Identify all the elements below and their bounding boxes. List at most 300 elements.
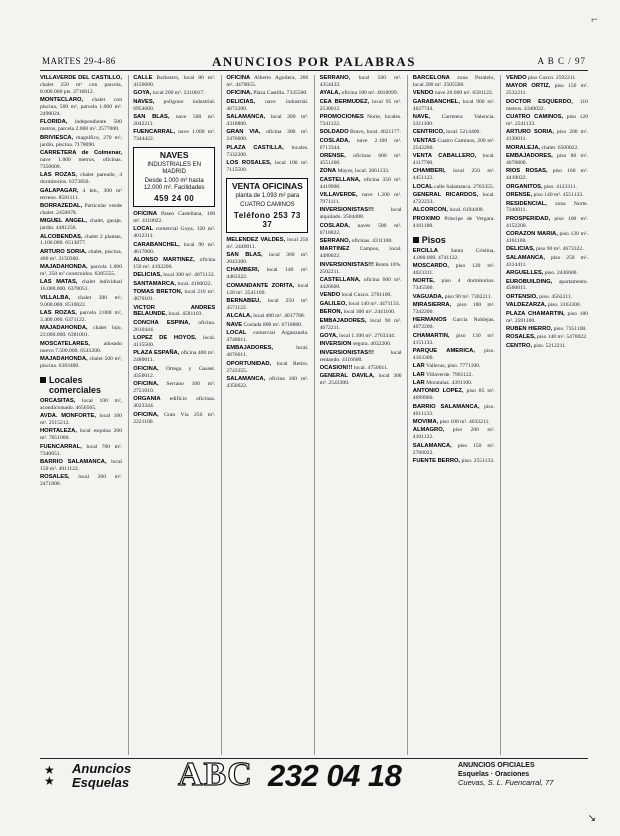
- classified-ad: [413, 184, 495, 191]
- ad-text: piso 150 m². 2532211.: [506, 83, 588, 97]
- classified-ad: [40, 444, 122, 458]
- ad-text: local 260 m². 2471800.: [40, 474, 122, 488]
- ad-text: local 300 m². 2543300.: [319, 373, 402, 387]
- ad-text: piso 90 m². 4673322.: [536, 246, 584, 253]
- classified-ad: [320, 365, 402, 372]
- ad-text: edificio oficinas. 4023344.: [133, 396, 216, 410]
- ad-text: adosado nuevo 7.500.000. 6541200.: [40, 340, 122, 354]
- footer-address: Cuevas, S. L. Fuencarral, 77: [458, 778, 554, 787]
- ad-text: local 140 m². 4471133.: [348, 300, 401, 307]
- ad-heading: SANTAMARCA,: [133, 280, 176, 287]
- ad-heading: MAJADAHONDA,: [40, 264, 88, 271]
- classified-ad: [320, 318, 402, 332]
- ad-text: piso 250 m². 4314411.: [506, 254, 588, 268]
- ad-text: local 120 m². 2541100.: [226, 282, 309, 296]
- classified-ad: [40, 310, 122, 324]
- ad-heading: SALAMANCA,: [506, 254, 545, 261]
- ad-heading: BERON,: [319, 309, 343, 316]
- ad-text: oficinas 600 m². 4551200.: [319, 153, 402, 166]
- ad-text: piso 180 m². 7342200.: [412, 301, 495, 315]
- classified-ad: [320, 75, 402, 89]
- ad-text: piso 100 m². 4152200.: [506, 215, 588, 229]
- classified-ad: [320, 350, 402, 364]
- classified-ad: [133, 381, 215, 395]
- ad-text: local. 4676611.: [226, 345, 309, 359]
- ad-text: local 210 m². 4670101.: [133, 289, 216, 303]
- classified-ad: [413, 404, 495, 418]
- ad-heading: LAS MATAS,: [40, 279, 78, 286]
- ad-text: Vallecas, piso. 7771100.: [426, 363, 481, 370]
- ad-text: comercial Arganzuela. 4740011.: [226, 330, 309, 344]
- ad-heading: PROMOCIONES: [319, 114, 364, 121]
- classified-ad: [320, 238, 402, 245]
- ad-text: 110 metros. 4340022.: [506, 98, 588, 112]
- ad-text: Gran Vía 250 m². 2221100.: [133, 411, 216, 425]
- ad-text: local. 4135500.: [133, 335, 216, 349]
- ad-text: chalet con piscina, 500 m², parcela 1.000 m². 2490024.: [40, 97, 122, 118]
- ad-text: chalet lujo, 23.000.000. 6381001.: [40, 325, 122, 339]
- ad-heading: AVDA. MONFORTE,: [40, 413, 96, 420]
- classified-ad: [320, 277, 402, 291]
- ad-text: segura. 4032200.: [352, 341, 392, 348]
- ad-text: chalet 250 m² con parcela, 8.000.000 pts. 2716812.: [40, 81, 122, 95]
- ad-heading: GALAPAGAR,: [40, 187, 79, 194]
- page-date: MARTES 29-4-86: [42, 56, 116, 66]
- ad-heading: GENERAL DAVILA,: [319, 373, 375, 380]
- ad-heading: MARTINEZ: [319, 246, 350, 253]
- page-title: ANUNCIOS POR PALABRAS: [212, 54, 416, 69]
- ad-text: piso 200 m². 4101122.: [412, 427, 495, 441]
- ad-text: local 300 m². 2441100.: [343, 309, 396, 316]
- ad-heading: BORRAZEDAL,: [40, 202, 83, 209]
- box-line: planta de 1.093 m² para: [235, 192, 300, 199]
- ad-heading: INVERSIONISTAS!!!: [319, 207, 374, 214]
- ad-text: chalet, garaje, jardín. 4481256.: [40, 218, 122, 232]
- ad-heading: LAR: [412, 371, 425, 378]
- ad-heading: SERRANO,: [319, 238, 351, 245]
- footer-esquelas: Esquelas: [72, 775, 130, 790]
- ad-text: piso. 7351100.: [553, 326, 587, 332]
- ad-heading: NAVE: [226, 321, 243, 328]
- ad-heading: ARGUELLES,: [506, 270, 544, 277]
- ad-heading: RESIDENCIAL,: [506, 200, 547, 207]
- classified-ad: [506, 343, 588, 350]
- classified-ad: [226, 330, 308, 344]
- boxed-advertisement: [226, 178, 308, 233]
- ad-heading: GRAN VIA,: [226, 129, 261, 136]
- ad-text: Ortega y Gasset. 4350012.: [133, 365, 216, 379]
- ad-heading: GOYA,: [319, 332, 338, 339]
- classified-columns: [40, 75, 588, 755]
- ad-heading: NAVES,: [133, 98, 155, 105]
- section-title: Pisos: [421, 234, 446, 245]
- ad-text: local 100 m². 7115500.: [226, 159, 309, 173]
- ad-text: Plaza Castilla. 7335500.: [253, 90, 308, 97]
- classified-ad: [40, 150, 122, 171]
- classified-ad: [506, 83, 588, 97]
- ad-heading: SALAMANCA,: [226, 376, 266, 383]
- classified-ad: [226, 160, 308, 174]
- classified-ad: [413, 192, 495, 206]
- classified-ad: [413, 333, 495, 347]
- ad-heading: VENDO: [506, 75, 527, 81]
- ad-text: piso 120 m². 2541133.: [506, 114, 588, 127]
- classified-ad: [40, 218, 122, 232]
- star-icon: ★ ★: [44, 763, 55, 788]
- ad-heading: VENDO: [412, 90, 434, 97]
- ad-heading: EUROBUILDING,: [506, 278, 553, 285]
- ad-heading: CENTRO,: [506, 342, 533, 349]
- classified-ad: [320, 262, 402, 276]
- classified-ad: [320, 373, 402, 387]
- ad-text: piso 85 m². 4699900.: [412, 388, 495, 402]
- classified-ad: [40, 325, 122, 339]
- classified-ad: [40, 75, 122, 96]
- classified-ad: [226, 313, 308, 320]
- ad-heading: MAJADAHONDA,: [40, 325, 88, 332]
- ad-text: Carretera Valencia. 3311100.: [412, 114, 495, 127]
- ad-heading: BERNABEU,: [226, 298, 261, 305]
- ad-text: oficina. 2610444.: [133, 319, 216, 333]
- ad-heading: ALMAGRO,: [412, 427, 445, 434]
- ad-text: Serrano 100 m². 2751010.: [133, 381, 216, 394]
- ad-text: piso. 2551133.: [461, 458, 495, 465]
- classified-ad: [506, 231, 588, 245]
- ad-heading: MOSCARDO,: [412, 262, 449, 269]
- ad-text: local 100 m². 2515212.: [40, 413, 122, 427]
- ad-heading: OFICINA: [226, 75, 251, 81]
- ad-heading: COSLADA,: [319, 137, 350, 144]
- ad-heading: DOCTOR ESQUERDO,: [506, 98, 573, 105]
- ad-heading: LOPEZ DE HOYOS,: [133, 335, 197, 342]
- ad-heading: VILLALBA,: [40, 294, 71, 301]
- ad-text: nave 500 m². 2042211.: [133, 114, 216, 127]
- ad-heading: MOVIMA,: [412, 419, 439, 426]
- ad-heading: ORENSE,: [319, 153, 346, 160]
- classified-ad: [133, 366, 215, 380]
- classified-ad: [320, 138, 402, 152]
- ad-text: piso. 5212211.: [533, 342, 567, 349]
- classified-ad: [413, 99, 495, 113]
- classified-ad: [320, 114, 402, 128]
- classified-ad: [320, 192, 402, 206]
- ad-text: parcela 1.000 m², 250 m² construidos. 6385555.: [40, 264, 122, 278]
- classified-ad: [413, 427, 495, 441]
- classified-ad: [413, 443, 495, 457]
- ad-heading: OCASION!!!: [319, 365, 353, 372]
- ad-heading: CONCHA ESPINA,: [133, 319, 191, 326]
- ad-text: Renta 10%. 2502211.: [319, 261, 402, 275]
- ad-heading: ORGANIA: [133, 396, 161, 403]
- ad-heading: GALILEO,: [319, 300, 347, 307]
- ad-heading: CHAMARTIN,: [412, 332, 450, 339]
- section-heading: [413, 235, 495, 245]
- ad-text: piso. 4163300.: [412, 347, 495, 361]
- classified-ad: [506, 246, 588, 253]
- ad-heading: CEA BERMUDEZ,: [319, 98, 370, 105]
- ad-heading: BRIVIESCA,: [40, 134, 74, 141]
- ad-heading: LOCAL: [412, 183, 433, 190]
- classified-ad: [413, 168, 495, 182]
- ad-heading: FUENTE BERRO,: [412, 458, 461, 465]
- ad-text: local. 4581103.: [168, 311, 203, 318]
- ad-text: piso 180 m². 2591100.: [506, 310, 588, 324]
- corner-mark-icon: ↘: [587, 813, 596, 824]
- ad-text: oficina 100 m². 4356622.: [226, 376, 309, 389]
- box-line: Desde 1.000 m² hasta 12.000 m². Facilidades: [143, 178, 205, 192]
- ad-heading: DELICIAS,: [133, 272, 162, 279]
- ad-text: local 200 m². 2310017.: [152, 90, 205, 97]
- ad-text: zona Norte. 7340011.: [506, 200, 588, 214]
- ad-heading: CASTELLANA,: [319, 176, 361, 183]
- classified-ad: [40, 413, 122, 427]
- ad-text: oficina 350 m². 4419900.: [319, 176, 402, 190]
- ad-text: Paseo Castellana, 160 m². 4110022.: [133, 211, 216, 225]
- ad-text: local 250 m². 2440011.: [226, 236, 309, 250]
- classified-ad: [40, 356, 122, 370]
- classified-ad: [413, 248, 495, 262]
- ad-heading: CORAZON MARIA,: [506, 231, 558, 238]
- ad-heading: LAR: [412, 363, 425, 370]
- ad-heading: PLAZA ESPAÑA,: [133, 350, 180, 357]
- ad-heading: LOCAL: [226, 330, 247, 337]
- ad-heading: OFICINA: [133, 211, 158, 218]
- ad-text: local 100 m², acondicionado. 4656565.: [40, 397, 122, 411]
- classified-ad: [133, 99, 215, 113]
- ad-heading: NORTE,: [412, 278, 435, 285]
- ad-text: polígono industrial. 6954600.: [133, 98, 216, 112]
- ad-heading: PLAZA CHAMARTIN,: [506, 310, 565, 317]
- ad-text: local 500 m². 4354433.: [319, 75, 402, 88]
- ad-heading: CALLE: [133, 75, 153, 81]
- page-number: A B C / 97: [537, 56, 586, 66]
- classified-ad: [506, 129, 588, 143]
- footer-right-text: [458, 762, 553, 788]
- ad-text: local 250 m². 4571122.: [226, 298, 309, 311]
- ad-text: locales. 7332200.: [226, 144, 309, 158]
- ad-text: Bravo, local. 4621177.: [350, 129, 401, 136]
- column-6: [506, 75, 588, 755]
- ad-text: chalet pareado, 4 dormitorios. 6373850.: [40, 172, 122, 186]
- ad-heading: FLORIDA,: [40, 119, 68, 126]
- ad-text: piso. 2436600.: [544, 270, 578, 277]
- ad-text: Barbastro, local 80 m². 4156690.: [133, 75, 216, 88]
- ad-heading: PLAZA CASTILLA,: [226, 144, 284, 151]
- ad-text: oficina 180 m². 4010099.: [341, 90, 399, 97]
- ad-text: local 90 m². 4617000.: [133, 241, 216, 255]
- classified-ad: [506, 192, 588, 199]
- ad-text: oficinas. 4311100.: [351, 238, 393, 245]
- ad-heading: VAGUADA,: [412, 293, 444, 300]
- ad-heading: OFICINA,: [226, 90, 252, 97]
- ad-text: piso 130 m². 4151133.: [412, 332, 495, 346]
- ad-heading: SALAMANCA,: [226, 114, 266, 121]
- classified-ad: [320, 99, 402, 113]
- classified-ad: [413, 153, 495, 167]
- ad-heading: CHAMBERI,: [226, 267, 260, 274]
- ad-text: magnífico, 270 m², jardín, piscina. 7178090.: [40, 134, 122, 148]
- column-divider: [500, 75, 501, 755]
- classified-ad: [506, 302, 588, 309]
- ad-text: piso. 4011133.: [412, 403, 495, 417]
- ad-heading: EMBAJADORES,: [506, 153, 553, 160]
- classified-ad: [413, 138, 495, 152]
- classified-ad: [413, 294, 495, 301]
- ad-text: local. 6194400.: [449, 207, 484, 214]
- classified-ad: [40, 203, 122, 217]
- classified-ad: [226, 75, 308, 89]
- ad-heading: ANTONIO LOPEZ,: [412, 388, 464, 395]
- ad-text: 4 km., 300 m² terreno. 8581111.: [40, 187, 122, 201]
- ad-text: Campos, local. 4480022.: [319, 246, 402, 260]
- classified-ad: [413, 207, 495, 214]
- ad-text: local 1.100 m². 2763344.: [339, 332, 396, 339]
- classified-ad: [506, 201, 588, 215]
- classified-ad: [226, 361, 308, 375]
- ad-heading: COSLADA,: [319, 222, 350, 229]
- ad-heading: ORCASITAS,: [40, 397, 76, 404]
- classified-ad: [320, 341, 402, 348]
- ad-heading: ZONA: [319, 168, 337, 175]
- classified-ad: [133, 305, 215, 319]
- ad-text: local 300 m². 4671133.: [163, 272, 215, 279]
- ad-heading: ARTURO SORIA,: [40, 248, 87, 255]
- box-line: 459 24 00: [154, 194, 195, 204]
- footer-anuncios: Anuncios: [72, 761, 132, 776]
- ad-heading: GARABANCHEL,: [412, 98, 460, 105]
- classified-ad: [506, 294, 588, 301]
- ad-text: Garcia Noblejas. 4072200.: [412, 317, 495, 331]
- ad-text: piso. 4562211.: [539, 293, 573, 300]
- classified-ad: [133, 396, 215, 410]
- footer-phone: 232 04 18: [268, 758, 402, 793]
- ad-text: piso 200 m². 4130011.: [506, 129, 588, 143]
- ad-text: local 700 m². 7340051.: [40, 443, 122, 457]
- ad-text: nave 1.000 metros, oficinas. 7350000.: [40, 156, 122, 170]
- column-4: [320, 75, 402, 755]
- ad-text: nave 1.200 m². 7971111.: [319, 192, 402, 205]
- classified-ad: [506, 114, 588, 128]
- square-bullet-icon: [40, 377, 46, 383]
- ad-heading: SOLDADO: [319, 129, 349, 136]
- ad-text: local 900 m². 4627744.: [412, 98, 495, 112]
- footer-banner: [40, 758, 588, 795]
- ad-text: local 200 m². 4318800.: [226, 114, 309, 127]
- column-1: [40, 75, 122, 755]
- classified-ad: [413, 263, 495, 277]
- ad-text: Alberto Aguilera, 280 m². 4470055.: [226, 75, 309, 88]
- ad-text: local. 4117700.: [412, 153, 495, 166]
- ad-heading: MORALEJA,: [506, 144, 541, 151]
- ad-heading: FUENCARRAL,: [40, 443, 82, 450]
- ad-text: Villaverde. 7961122.: [426, 371, 473, 378]
- ad-heading: COMANDANTE ZORITA,: [226, 282, 295, 289]
- classified-ad: [226, 283, 308, 297]
- ad-heading: VENTA CABALLERO,: [412, 153, 477, 160]
- ad-text: Particular vende chalet. 2450078.: [40, 202, 122, 216]
- column-divider: [221, 75, 222, 755]
- ad-text: piso 160 m². 4410022.: [506, 168, 588, 182]
- classified-ad: [133, 211, 215, 225]
- classified-ad: [506, 184, 588, 191]
- ad-text: Moratalaz. 4391100.: [426, 380, 473, 387]
- ad-heading: RUBEN HIERRO,: [506, 326, 553, 332]
- ad-heading: INVERSIONISTAS!!!: [319, 261, 374, 268]
- classified-ad: [40, 398, 122, 412]
- column-3: [226, 75, 308, 755]
- ad-heading: BARRIO SALAMANCA,: [40, 459, 107, 466]
- ad-heading: ROSALES,: [506, 334, 536, 341]
- classified-ad: [40, 459, 122, 473]
- ad-heading: OFICINA,: [133, 381, 159, 388]
- classified-ad: [40, 341, 122, 355]
- ad-heading: DELICIAS,: [226, 98, 256, 105]
- classified-ad: [40, 188, 122, 202]
- ad-text: oficina 600 m². 4426600.: [319, 277, 402, 290]
- ad-heading: INVERSIONISTAS!!!: [319, 349, 374, 356]
- ad-text: nave 1.000 m². 7344422.: [133, 129, 216, 143]
- column-divider: [128, 75, 129, 755]
- corner-mark-icon: ⌐: [591, 12, 598, 26]
- ad-heading: INVERSION: [319, 341, 352, 348]
- ad-heading: AYALA,: [319, 90, 341, 97]
- ad-text: Cuatro Caminos, 200 m². 2542200.: [412, 137, 495, 151]
- ad-heading: CARRETERA de Colmenar,: [40, 150, 122, 157]
- ad-text: piso 120 m². 4023311.: [412, 262, 495, 276]
- ad-text: local alquilado. 2504488.: [319, 207, 402, 221]
- classified-ad: [40, 119, 122, 133]
- ad-heading: HERMANOS: [412, 317, 447, 324]
- classified-ad: [226, 376, 308, 390]
- classified-ad: [506, 75, 588, 82]
- ad-heading: VILLAVERDE,: [319, 192, 358, 199]
- ad-heading: ALCOBENDAS,: [40, 233, 83, 240]
- ad-heading: MONTECLARO,: [40, 97, 84, 104]
- ad-heading: VILLAVERDE DEL CASTILLO,: [40, 75, 122, 81]
- ad-text: piso 140 m². 4551133.: [533, 192, 584, 199]
- ad-text: chalet 300 m², 9.000.000. 8510022.: [40, 294, 122, 308]
- classified-ad: [133, 75, 215, 89]
- section-heading: [40, 375, 122, 395]
- classified-ad: [133, 114, 215, 128]
- classified-ad: [40, 249, 122, 263]
- classified-ad: [320, 246, 402, 260]
- classified-ad: [226, 145, 308, 159]
- ad-text: local. 4722233.: [412, 192, 495, 205]
- ad-heading: MOSCATELARES,: [40, 340, 90, 347]
- ad-text: piso 90 m². 7382211.: [444, 293, 493, 300]
- column-2: [133, 75, 215, 755]
- boxed-advertisement: [133, 147, 215, 207]
- classified-ad: [40, 264, 122, 278]
- ad-heading: ALONSO MARTINEZ,: [133, 257, 195, 264]
- ad-heading: VENDO: [319, 292, 341, 299]
- ad-text: local rentando. 4116600.: [319, 349, 402, 363]
- classified-ad: [226, 114, 308, 128]
- classified-ad: [413, 216, 495, 230]
- classified-ad: [320, 168, 402, 175]
- classified-ad: [40, 172, 122, 186]
- ad-text: local 360 m². 2043300.: [226, 252, 309, 265]
- box-line: VENTA OFICINAS: [231, 180, 303, 191]
- ad-text: chalet 500 m², piscina. 6383400.: [40, 356, 122, 369]
- classified-ad: [413, 114, 495, 128]
- classified-ad: [133, 320, 215, 334]
- ad-heading: ALCORCON,: [412, 207, 448, 214]
- column-divider: [314, 75, 315, 755]
- classified-ad: [320, 292, 402, 299]
- ad-heading: OFICINA,: [133, 365, 159, 372]
